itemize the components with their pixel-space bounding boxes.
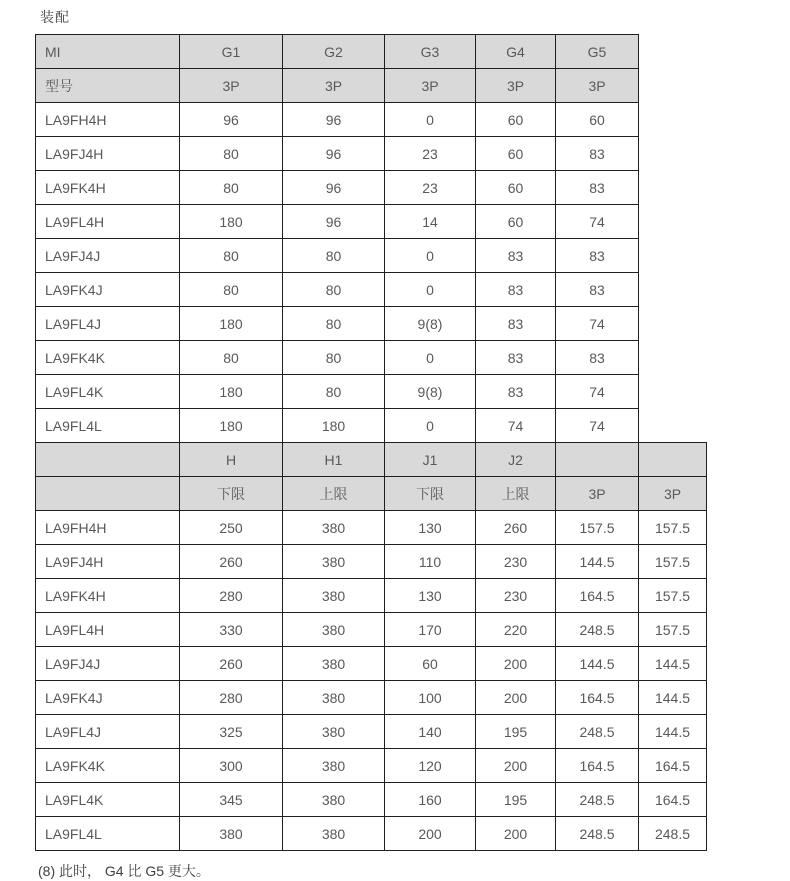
table-cell: 23 xyxy=(385,137,476,171)
table-cell: 380 xyxy=(283,579,385,613)
table-row xyxy=(36,783,707,817)
table-cell: 144.5 xyxy=(639,681,707,715)
header-cell: 3P xyxy=(180,69,283,103)
table-cell: 74 xyxy=(556,375,639,409)
table-cell: 160 xyxy=(385,783,476,817)
table-cell: LA9FK4K xyxy=(36,341,180,375)
table-cell: 180 xyxy=(180,307,283,341)
table-cell: 200 xyxy=(476,749,556,783)
table-cell: 110 xyxy=(385,545,476,579)
table-cell: 325 xyxy=(180,715,283,749)
table-cell: 248.5 xyxy=(639,817,707,851)
table-row xyxy=(36,103,639,137)
table-cell: LA9FL4L xyxy=(36,817,180,851)
table-cell: 80 xyxy=(180,239,283,273)
table-cell: 380 xyxy=(283,613,385,647)
table-cell: 164.5 xyxy=(556,749,639,783)
header-cell: 3P xyxy=(385,69,476,103)
table-cell: 83 xyxy=(556,137,639,171)
table-cell: 140 xyxy=(385,715,476,749)
table-cell: 164.5 xyxy=(639,783,707,817)
header-cell: G4 xyxy=(476,35,556,69)
table-cell: LA9FH4H xyxy=(36,511,180,545)
header-cell: G3 xyxy=(385,35,476,69)
table-cell: 83 xyxy=(476,375,556,409)
table-cell: 74 xyxy=(556,307,639,341)
table-cell: 180 xyxy=(180,409,283,443)
table-cell: 260 xyxy=(180,545,283,579)
table-cell: 195 xyxy=(476,783,556,817)
table-cell: 83 xyxy=(556,171,639,205)
table-cell: 200 xyxy=(476,681,556,715)
table-cell: 80 xyxy=(283,341,385,375)
header-cell: 3P xyxy=(556,477,639,511)
header-cell: G2 xyxy=(283,35,385,69)
table-cell: 80 xyxy=(283,273,385,307)
table-cell: 80 xyxy=(180,137,283,171)
table-cell: 60 xyxy=(476,103,556,137)
table-cell: 83 xyxy=(476,341,556,375)
header-cell: 3P xyxy=(556,69,639,103)
table-cell: 195 xyxy=(476,715,556,749)
header-cell: G5 xyxy=(556,35,639,69)
table-cell: 60 xyxy=(385,647,476,681)
header-cell xyxy=(36,477,180,511)
table-cell: 164.5 xyxy=(639,749,707,783)
table-cell: LA9FL4K xyxy=(36,783,180,817)
table-cell: 248.5 xyxy=(556,783,639,817)
table-cell: 260 xyxy=(180,647,283,681)
table-cell: 60 xyxy=(556,103,639,137)
table-cell: 157.5 xyxy=(556,511,639,545)
table-cell: 300 xyxy=(180,749,283,783)
table-cell: 80 xyxy=(283,375,385,409)
table-cell: 250 xyxy=(180,511,283,545)
table-cell: 83 xyxy=(556,341,639,375)
table-cell: 83 xyxy=(476,239,556,273)
table-cell: LA9FL4L xyxy=(36,409,180,443)
table-cell: 80 xyxy=(180,171,283,205)
header-row xyxy=(36,69,639,103)
table-row xyxy=(36,511,707,545)
header-cell: 下限 xyxy=(180,477,283,511)
header-cell: MI xyxy=(36,35,180,69)
table-cell: 380 xyxy=(283,715,385,749)
table-cell: LA9FL4K xyxy=(36,375,180,409)
table-cell: 80 xyxy=(180,341,283,375)
table-cell: 180 xyxy=(283,409,385,443)
table-cell: LA9FJ4J xyxy=(36,239,180,273)
table-cell: 0 xyxy=(385,341,476,375)
table-cell: 60 xyxy=(476,137,556,171)
table-cell: 83 xyxy=(556,273,639,307)
header-cell: G1 xyxy=(180,35,283,69)
table-cell: 170 xyxy=(385,613,476,647)
table-cell: 60 xyxy=(476,205,556,239)
footnote: (8) 此时， G4 比 G5 更大。 xyxy=(38,863,210,879)
table-cell: LA9FK4J xyxy=(36,273,180,307)
table-cell: 0 xyxy=(385,273,476,307)
header-cell: 下限 xyxy=(385,477,476,511)
header-row xyxy=(36,477,707,511)
table-cell: 14 xyxy=(385,205,476,239)
table-cell: 144.5 xyxy=(639,715,707,749)
table-cell: 74 xyxy=(556,205,639,239)
header-cell: 上限 xyxy=(283,477,385,511)
header-cell: J1 xyxy=(385,443,476,477)
table-cell: 164.5 xyxy=(556,579,639,613)
table-cell: 9(8) xyxy=(385,375,476,409)
table-cell: 248.5 xyxy=(556,715,639,749)
table-cell: LA9FL4H xyxy=(36,613,180,647)
table-cell: 120 xyxy=(385,749,476,783)
table-cell: 83 xyxy=(556,239,639,273)
table-cell: LA9FK4J xyxy=(36,681,180,715)
assembly-table-lower xyxy=(35,442,707,851)
table-cell: LA9FK4H xyxy=(36,579,180,613)
table-cell: LA9FK4H xyxy=(36,171,180,205)
table-cell: 200 xyxy=(476,647,556,681)
header-cell: J2 xyxy=(476,443,556,477)
header-cell: 上限 xyxy=(476,477,556,511)
table-cell: 330 xyxy=(180,613,283,647)
table-cell: LA9FL4H xyxy=(36,205,180,239)
table-cell: 157.5 xyxy=(639,545,707,579)
table-row xyxy=(36,307,639,341)
table-cell: LA9FJ4H xyxy=(36,137,180,171)
table-cell: 60 xyxy=(476,171,556,205)
table-cell: 157.5 xyxy=(639,579,707,613)
table-cell: 260 xyxy=(476,511,556,545)
table-cell: 74 xyxy=(476,409,556,443)
table-row xyxy=(36,205,639,239)
table-row xyxy=(36,239,639,273)
table-cell: 96 xyxy=(283,171,385,205)
header-row xyxy=(36,35,639,69)
table-cell: LA9FL4J xyxy=(36,307,180,341)
header-cell xyxy=(639,443,707,477)
table-row xyxy=(36,749,707,783)
table-cell: 380 xyxy=(283,545,385,579)
header-cell xyxy=(36,443,180,477)
table-cell: 144.5 xyxy=(639,647,707,681)
header-cell: 型号 xyxy=(36,69,180,103)
table-cell: 230 xyxy=(476,579,556,613)
table-cell: 164.5 xyxy=(556,681,639,715)
table-cell: 80 xyxy=(283,239,385,273)
table-cell: 380 xyxy=(283,511,385,545)
table-row xyxy=(36,409,639,443)
header-cell: 3P xyxy=(639,477,707,511)
table-cell: 74 xyxy=(556,409,639,443)
table-cell: 248.5 xyxy=(556,817,639,851)
table-cell: 220 xyxy=(476,613,556,647)
header-cell: H1 xyxy=(283,443,385,477)
table-row xyxy=(36,341,639,375)
table-row xyxy=(36,817,707,851)
table-cell: 83 xyxy=(476,307,556,341)
table-cell: 0 xyxy=(385,409,476,443)
header-cell xyxy=(556,443,639,477)
table-cell: 280 xyxy=(180,681,283,715)
table-cell: 96 xyxy=(283,205,385,239)
table-row xyxy=(36,579,707,613)
table-cell: 230 xyxy=(476,545,556,579)
table-cell: 80 xyxy=(180,273,283,307)
table-cell: 380 xyxy=(283,647,385,681)
table-cell: 100 xyxy=(385,681,476,715)
table-cell: 144.5 xyxy=(556,545,639,579)
table-cell: 157.5 xyxy=(639,613,707,647)
table-cell: LA9FH4H xyxy=(36,103,180,137)
table-cell: 200 xyxy=(476,817,556,851)
header-cell: 3P xyxy=(476,69,556,103)
table-cell: 96 xyxy=(283,103,385,137)
table-cell: 280 xyxy=(180,579,283,613)
table-cell: 23 xyxy=(385,171,476,205)
table-cell: 9(8) xyxy=(385,307,476,341)
table-cell: LA9FJ4H xyxy=(36,545,180,579)
page-title: 装配 xyxy=(40,9,70,25)
table-row xyxy=(36,273,639,307)
table-cell: 180 xyxy=(180,205,283,239)
table-cell: 83 xyxy=(476,273,556,307)
table-cell: 380 xyxy=(283,681,385,715)
table-row xyxy=(36,137,639,171)
table-cell: 157.5 xyxy=(639,511,707,545)
table-cell: 0 xyxy=(385,103,476,137)
table-cell: 248.5 xyxy=(556,613,639,647)
table-row xyxy=(36,647,707,681)
header-cell: H xyxy=(180,443,283,477)
table-row xyxy=(36,375,639,409)
table-cell: 130 xyxy=(385,511,476,545)
table-row xyxy=(36,681,707,715)
table-cell: 180 xyxy=(180,375,283,409)
table-cell: 345 xyxy=(180,783,283,817)
header-row xyxy=(36,443,707,477)
table-cell: LA9FK4K xyxy=(36,749,180,783)
table-cell: 130 xyxy=(385,579,476,613)
table-cell: 380 xyxy=(283,749,385,783)
table-row xyxy=(36,613,707,647)
table-cell: 380 xyxy=(180,817,283,851)
assembly-table-upper xyxy=(35,34,639,443)
table-cell: 380 xyxy=(283,783,385,817)
table-row xyxy=(36,545,707,579)
table-cell: 144.5 xyxy=(556,647,639,681)
table-cell: LA9FJ4J xyxy=(36,647,180,681)
header-cell: 3P xyxy=(283,69,385,103)
table-cell: 96 xyxy=(180,103,283,137)
table-row xyxy=(36,171,639,205)
table-cell: 80 xyxy=(283,307,385,341)
table-cell: 200 xyxy=(385,817,476,851)
table-cell: 0 xyxy=(385,239,476,273)
table-cell: 380 xyxy=(283,817,385,851)
table-cell: LA9FL4J xyxy=(36,715,180,749)
table-cell: 96 xyxy=(283,137,385,171)
table-row xyxy=(36,715,707,749)
